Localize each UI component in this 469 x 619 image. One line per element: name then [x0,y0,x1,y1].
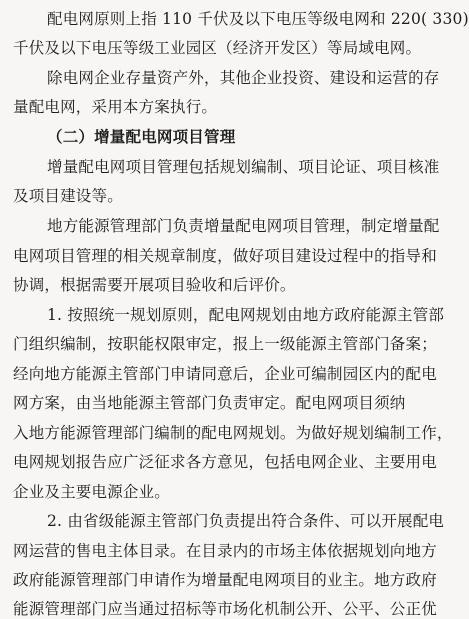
text-line: 企业及主要电源企业。 [13,483,171,501]
text-line: 量配电网，采用本方案执行。 [13,98,218,116]
text-line: 除电网企业存量资产外，其他企业投资、建设和运营的存 [47,69,440,87]
text-line: 门组织编制，按职能权限审定，报上一级能源主管部门备案； [13,335,437,353]
text-line: 入地方能源管理部门编制的配电网规划。为做好规划编制工作， [13,424,453,442]
text-line: 政府能源管理部门申请作为增量配电网项目的业主。地方政府 [13,571,437,589]
text-line: 增量配电网项目管理包括规划编制、项目论证、项目核准 [47,158,440,176]
text-line: 能源管理部门应当通过招标等市场化机制公开、公平、公正优 [13,600,437,618]
text-line: 地方能源管理部门负责增量配电网项目管理，制定增量配 [47,217,440,235]
text-line: 协调，根据需要开展项目验收和后评价。 [13,276,296,294]
section-heading: （二）增量配电网项目管理 [47,127,236,146]
text-line: 1. 按照统一规划原则，配电网规划由地方政府能源主管部 [47,306,445,324]
text-line: 及项目建设等。 [13,187,123,205]
text-line: 网运营的售电主体目录。在目录内的市场主体依据规划向地方 [13,542,437,560]
text-line: 网方案，由当地能源主管部门负责审定。配电网项目须纳 [13,394,406,412]
text-line: 经向地方能源主管部门申请同意后，企业可编制园区内的配电 [13,365,437,383]
text-line: 千伏及以下电压等级工业园区（经济开发区）等局域电网。 [13,39,422,57]
text-line: 配电网原则上指 110 千伏及以下电压等级电网和 220( 330) [47,10,469,28]
text-line: 电网规划报告应广泛征求各方意见，包括电网企业、主要用电 [13,453,437,471]
text-line: 电网项目管理的相关规章制度，做好项目建设过程中的指导和 [13,247,437,265]
text-line: 2. 由省级能源主管部门负责提出符合条件、可以开展配电 [47,512,445,530]
